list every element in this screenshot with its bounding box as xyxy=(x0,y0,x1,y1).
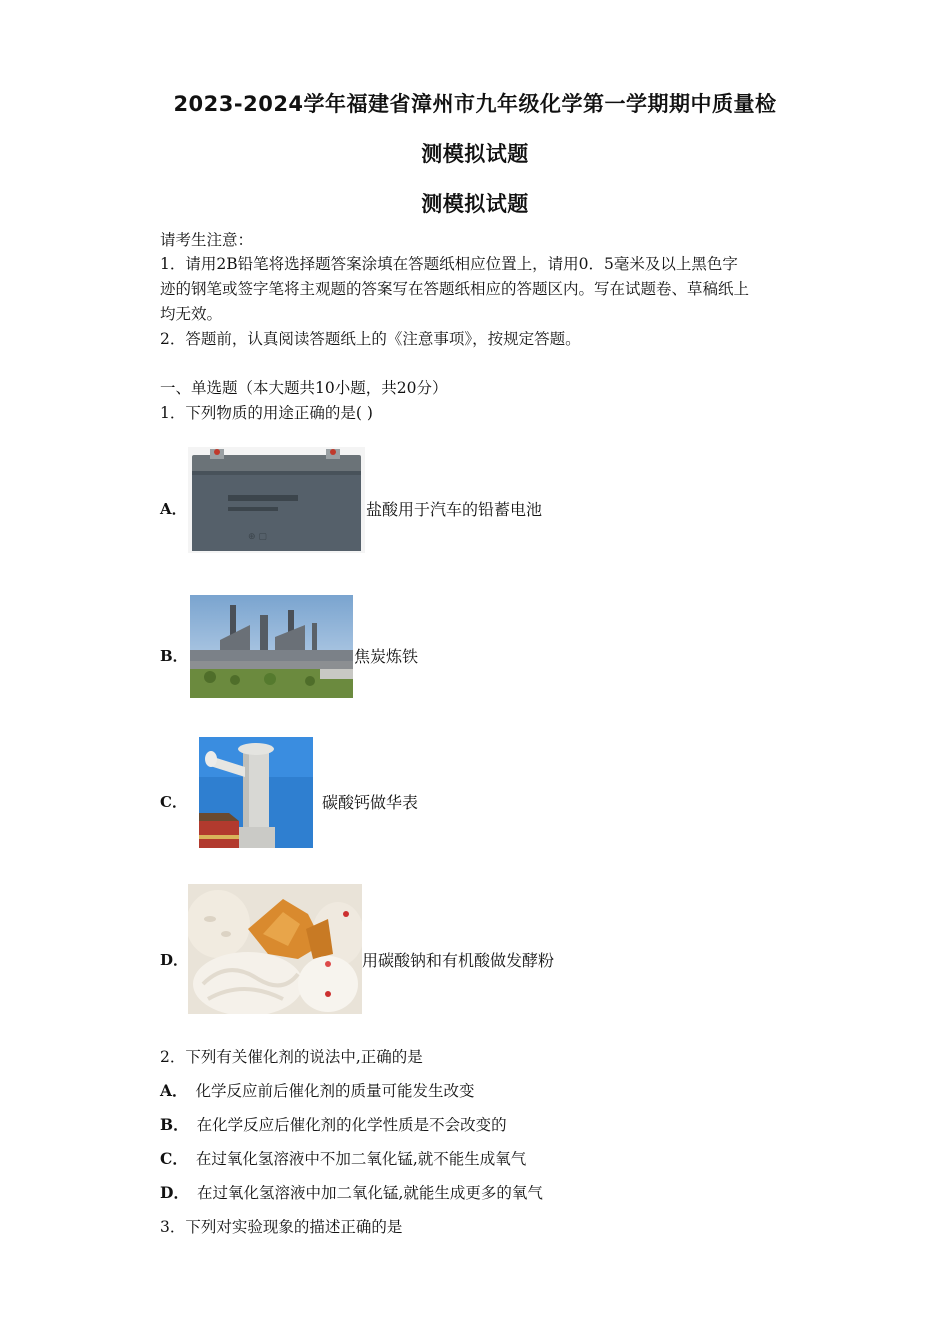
notice-item1-line2: 迹的钢笔或签字笔将主观题的答案写在答题纸相应的答题区内。写在试题卷、草稿纸上 xyxy=(160,280,750,298)
q2-option-d xyxy=(160,1181,543,1203)
q1-option-d-letter: D． xyxy=(160,951,189,969)
q2-option-c xyxy=(160,1147,526,1169)
steamed-buns-image xyxy=(188,884,362,1014)
steel-plant-image xyxy=(190,595,353,698)
q1-option-b-text: 焦炭炼铁 xyxy=(354,647,419,666)
huabiao-image xyxy=(199,737,313,848)
question-1-stem: 1．下列物质的用途正确的是( ) xyxy=(160,404,373,422)
notice-item1-line1: 1．请用2B铅笔将选择题答案涂填在答题纸相应位置上，请用0．5毫米及以上黑色字 xyxy=(160,255,738,273)
question-2-stem: 2．下列有关催化剂的说法中,正确的是 xyxy=(160,1048,423,1066)
q2-option-b-text: 在化学反应后催化剂的化学性质是不会改变的 xyxy=(196,1116,507,1134)
notice-item2: 2．答题前，认真阅读答题纸上的《注意事项》，按规定答题。 xyxy=(160,330,581,348)
q2-option-b xyxy=(160,1113,507,1135)
section-heading: 一、单选题（本大题共10小题，共20分） xyxy=(160,379,448,397)
q1-option-a-text: 盐酸用于汽车的铅蓄电池 xyxy=(366,500,543,519)
q1-option-a-letter: A． xyxy=(160,500,187,518)
q1-option-b-letter: B． xyxy=(160,647,188,665)
question-3-stem: 3．下列对实验现象的描述正确的是 xyxy=(160,1218,403,1236)
q1-option-c-text: 碳酸钙做华表 xyxy=(322,793,419,812)
battery-image xyxy=(188,447,365,553)
q2-option-a xyxy=(160,1079,475,1101)
q2-option-d-text: 在过氧化氢溶液中加二氧化锰,就能生成更多的氧气 xyxy=(196,1184,543,1202)
doc-title-line2: 测模拟试题 xyxy=(421,142,529,166)
svg-text:⊕ ▢: ⊕ ▢ xyxy=(248,532,267,542)
doc-title-line1: 2023-2024学年福建省漳州市九年级化学第一学期期中质量检 xyxy=(173,92,777,116)
q1-option-d-text: 用碳酸钠和有机酸做发酵粉 xyxy=(362,951,555,970)
q2-option-a-letter: A． xyxy=(160,1081,188,1100)
doc-title-line3: 测模拟试题 xyxy=(421,192,529,216)
q2-option-c-text: 在过氧化氢溶液中不加二氧化锰,就不能生成氧气 xyxy=(195,1150,527,1168)
q2-option-c-letter: C． xyxy=(160,1149,188,1168)
notice-heading: 请考生注意： xyxy=(160,231,254,249)
q1-option-c-letter: C． xyxy=(160,793,187,811)
q2-option-a-text: 化学反应前后催化剂的质量可能发生改变 xyxy=(195,1082,475,1100)
q2-option-b-letter: B． xyxy=(160,1115,189,1134)
notice-item1-line3: 均无效。 xyxy=(160,305,223,323)
q2-option-d-letter: D． xyxy=(160,1183,189,1202)
